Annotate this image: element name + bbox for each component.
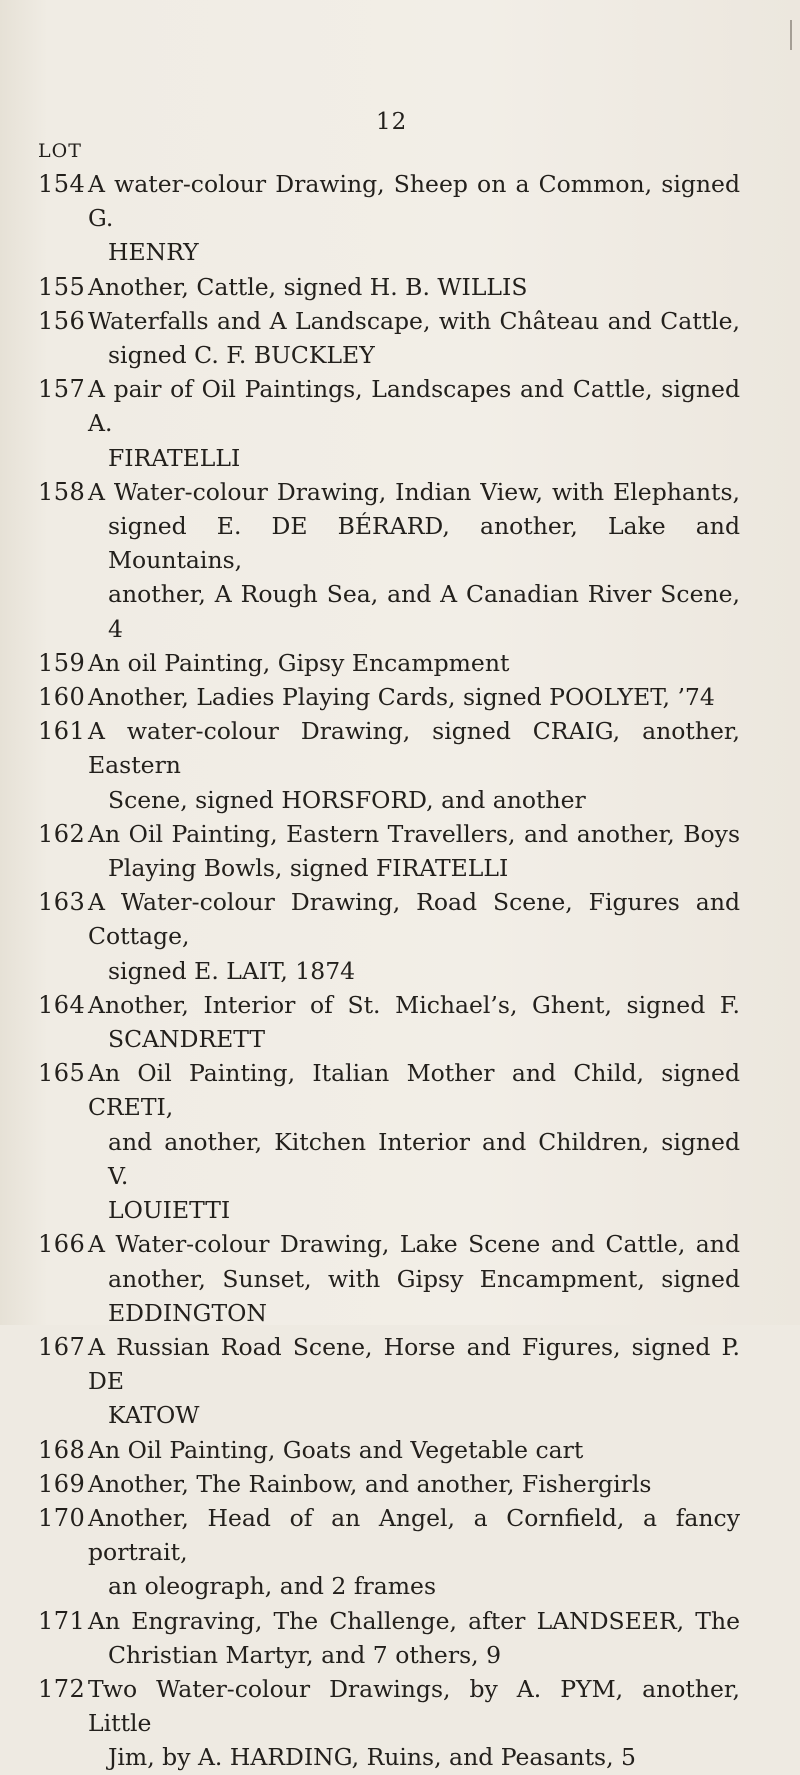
lot-description-line: A pair of Oil Paintings, Landscapes and Cattle, signed A. bbox=[88, 375, 740, 438]
lot-number: 171 bbox=[38, 1606, 86, 1635]
lot-description-line: and another, Kitchen Interior and Children, signed V. bbox=[108, 1127, 740, 1190]
lot-entry bbox=[0, 1467, 800, 1501]
lot-description-line: signed E. LAIT, 1874 bbox=[108, 956, 356, 985]
lot-number: 167 bbox=[38, 1332, 86, 1361]
lot-number: 169 bbox=[38, 1469, 86, 1498]
lot-description-line: Christian Martyr, and 7 others, 9 bbox=[108, 1640, 502, 1669]
lot-description-line: KATOW bbox=[108, 1401, 200, 1430]
lot-description-line: Two Water-colour Drawings, by A. PYM, another, Little bbox=[88, 1674, 740, 1738]
lot-number: 163 bbox=[38, 888, 86, 917]
lot-description bbox=[88, 304, 740, 372]
lot-number: 159 bbox=[38, 648, 86, 677]
lot-entry bbox=[0, 304, 800, 372]
lot-description-line: An oil Painting, Gipsy Encampment bbox=[88, 648, 510, 677]
lot-entry bbox=[0, 270, 800, 304]
lot-number: 168 bbox=[38, 1435, 86, 1464]
lot-description-line: A water-colour Drawing, signed CRAIG, another, Eastern bbox=[88, 717, 740, 780]
lot-number: 162 bbox=[38, 819, 86, 848]
lot-number: 155 bbox=[38, 272, 86, 301]
lot-description-line: Jim, by A. HARDING, Ruins, and Peasants, 5 bbox=[108, 1743, 636, 1772]
lot-entry bbox=[0, 1056, 800, 1227]
lot-description-line: A Water-colour Drawing, Road Scene, Figures and Cottage, bbox=[88, 888, 740, 951]
lot-entry bbox=[0, 988, 800, 1056]
lot-entry bbox=[0, 646, 800, 680]
lot-number: 166 bbox=[38, 1230, 86, 1259]
lot-description bbox=[88, 1501, 740, 1604]
lot-description bbox=[88, 885, 740, 988]
lot-description-line: signed C. F. BUCKLEY bbox=[108, 341, 375, 370]
lot-description-line: LOUIETTI bbox=[108, 1196, 231, 1225]
lot-description bbox=[88, 1056, 740, 1227]
lot-description bbox=[88, 1467, 740, 1501]
lot-description-line: Another, Cattle, signed H. B. WILLIS bbox=[88, 272, 528, 301]
lot-number: 156 bbox=[38, 306, 86, 335]
lot-description-line: An Oil Painting, Italian Mother and Child, signed CRETI, bbox=[88, 1059, 740, 1122]
lot-description bbox=[88, 167, 740, 270]
lot-entry bbox=[0, 1604, 800, 1672]
lot-number: 161 bbox=[38, 717, 86, 746]
lot-description-line: An Oil Painting, Goats and Vegetable cart bbox=[88, 1435, 584, 1464]
lot-entry bbox=[0, 1330, 800, 1433]
lot-description-line: another, A Rough Sea, and A Canadian River Scene, 4 bbox=[108, 580, 740, 643]
lot-description-line: Another, The Rainbow, and another, Fishergirls bbox=[88, 1469, 652, 1498]
lot-description bbox=[88, 988, 740, 1056]
lot-description-line: A Water-colour Drawing, Lake Scene and Cattle, and bbox=[88, 1230, 740, 1259]
lot-description bbox=[88, 714, 740, 817]
lot-description bbox=[88, 1227, 740, 1330]
lot-number: 165 bbox=[38, 1059, 86, 1088]
lot-description bbox=[88, 817, 740, 885]
lot-entry bbox=[0, 167, 800, 270]
lot-number: 164 bbox=[38, 990, 86, 1019]
lot-description-line: Scene, signed HORSFORD, and another bbox=[108, 785, 586, 814]
lot-description-line: EDDINGTON bbox=[108, 1298, 267, 1327]
lot-description-line: A water-colour Drawing, Sheep on a Common, signed G. bbox=[88, 170, 740, 233]
page-number: 12 bbox=[376, 109, 408, 135]
lot-entry bbox=[0, 475, 800, 646]
lot-entry bbox=[0, 1672, 800, 1775]
lot-description-line: A Water-colour Drawing, Indian View, with Elephants, bbox=[88, 477, 740, 506]
lot-description-line: FIRATELLI bbox=[108, 443, 241, 472]
lot-description-line: Another, Head of an Angel, a Cornfield, a fancy portrait, bbox=[88, 1503, 740, 1567]
lot-description bbox=[88, 646, 740, 680]
lot-entry bbox=[0, 1433, 800, 1467]
lot-description bbox=[88, 1433, 740, 1467]
lot-entry bbox=[0, 885, 800, 988]
lot-description-line: Another, Ladies Playing Cards, signed POOLYET, ’74 bbox=[88, 683, 715, 712]
lot-entry bbox=[0, 714, 800, 817]
lot-number: 172 bbox=[38, 1674, 86, 1703]
lot-column-header: LOT bbox=[38, 140, 82, 162]
page-edge-mark bbox=[790, 20, 792, 50]
lot-description bbox=[88, 680, 740, 714]
lot-number: 160 bbox=[38, 683, 86, 712]
lot-description-line: Playing Bowls, signed FIRATELLI bbox=[108, 854, 509, 883]
lot-description-line: HENRY bbox=[108, 238, 199, 267]
lot-entry bbox=[0, 817, 800, 885]
lot-description-line: an oleograph, and 2 frames bbox=[108, 1572, 437, 1601]
lot-entry bbox=[0, 1501, 800, 1604]
lot-number: 154 bbox=[38, 170, 86, 198]
lot-description bbox=[88, 1672, 740, 1775]
lot-number: 170 bbox=[38, 1503, 86, 1532]
lot-description bbox=[88, 1330, 740, 1433]
lot-description bbox=[88, 1604, 740, 1672]
lot-description bbox=[88, 270, 740, 304]
lot-list bbox=[0, 167, 800, 1775]
lot-description-line: another, Sunset, with Gipsy Encampment, signed bbox=[108, 1264, 740, 1293]
lot-description-line: A Russian Road Scene, Horse and Figures, signed P. DE bbox=[88, 1332, 740, 1396]
lot-description bbox=[88, 372, 740, 475]
lot-entry bbox=[0, 372, 800, 475]
lot-description-line: Another, Interior of St. Michael’s, Ghent, signed F. bbox=[88, 990, 740, 1019]
lot-number: 157 bbox=[38, 375, 86, 404]
lot-description-line: signed E. DE BÉRARD, another, Lake and Mountains, bbox=[108, 512, 740, 575]
lot-description-line: Waterfalls and A Landscape, with Château and Cattle, bbox=[88, 306, 740, 335]
lot-number: 158 bbox=[38, 477, 86, 506]
lot-description-line: An Oil Painting, Eastern Travellers, and another, Boys bbox=[88, 819, 740, 848]
lot-description-line: An Engraving, The Challenge, after LANDSEER, The bbox=[88, 1606, 740, 1635]
lot-entry bbox=[0, 680, 800, 714]
lot-description bbox=[88, 475, 740, 646]
lot-entry bbox=[0, 1227, 800, 1330]
lot-description-line: SCANDRETT bbox=[108, 1025, 266, 1054]
